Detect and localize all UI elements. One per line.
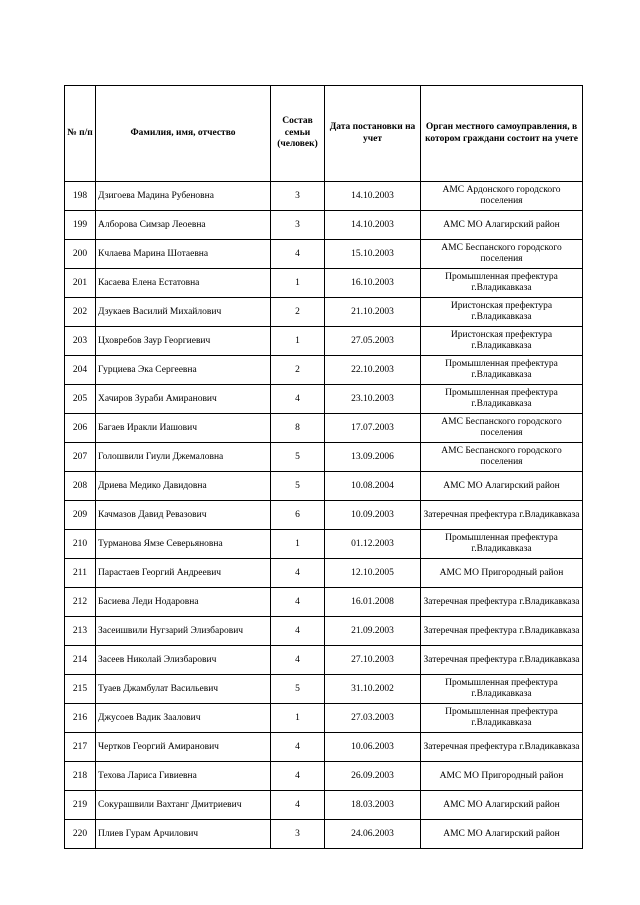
cell-num: 203 [65, 327, 96, 356]
cell-date: 14.10.2003 [325, 182, 421, 211]
cell-name: Джусоев Вадик Заалович [96, 704, 271, 733]
cell-date: 27.10.2003 [325, 646, 421, 675]
cell-org: АМС Беспанского городского поселения [421, 414, 583, 443]
cell-name: Касаева Елена Естатовна [96, 269, 271, 298]
cell-date: 27.03.2003 [325, 704, 421, 733]
table-row [65, 269, 583, 298]
cell-org: Затеречная префектура г.Владикавказа [421, 733, 583, 762]
cell-family: 5 [271, 443, 325, 472]
cell-date: 16.01.2008 [325, 588, 421, 617]
cell-num: 202 [65, 298, 96, 327]
cell-org: АМС МО Алагирский район [421, 820, 583, 849]
table-row [65, 762, 583, 791]
cell-num: 207 [65, 443, 96, 472]
cell-num: 218 [65, 762, 96, 791]
cell-date: 10.08.2004 [325, 472, 421, 501]
cell-family: 4 [271, 385, 325, 414]
table-row [65, 472, 583, 501]
cell-name: Чертков Георгий Амиранович [96, 733, 271, 762]
table-row [65, 588, 583, 617]
cell-org: Иристонская префектура г.Владикавказа [421, 327, 583, 356]
cell-num: 199 [65, 211, 96, 240]
cell-name: Алборова Симзар Леоевна [96, 211, 271, 240]
cell-name: Багаев Иракли Иашович [96, 414, 271, 443]
cell-family: 4 [271, 240, 325, 269]
cell-family: 1 [271, 269, 325, 298]
cell-name: Голошвили Гиули Джемаловна [96, 443, 271, 472]
cell-date: 10.09.2003 [325, 501, 421, 530]
cell-date: 13.09.2006 [325, 443, 421, 472]
cell-family: 4 [271, 733, 325, 762]
header-name: Фамилия, имя, отчество [96, 86, 271, 182]
cell-date: 18.03.2003 [325, 791, 421, 820]
cell-name: Парастаев Георгий Андреевич [96, 559, 271, 588]
table-row [65, 443, 583, 472]
cell-family: 2 [271, 298, 325, 327]
registry-table [64, 85, 583, 849]
cell-org: Промышленная префектура г.Владикавказа [421, 530, 583, 559]
cell-org: Затеречная префектура г.Владикавказа [421, 588, 583, 617]
table-row [65, 791, 583, 820]
cell-date: 17.07.2003 [325, 414, 421, 443]
cell-family: 1 [271, 704, 325, 733]
header-date: Дата постановки на учет [325, 86, 421, 182]
table-row [65, 646, 583, 675]
cell-family: 3 [271, 182, 325, 211]
cell-family: 4 [271, 588, 325, 617]
cell-date: 21.10.2003 [325, 298, 421, 327]
cell-date: 24.06.2003 [325, 820, 421, 849]
cell-org: АМС Ардонского городского поселения [421, 182, 583, 211]
cell-num: 220 [65, 820, 96, 849]
header-family: Состав семьи (человек) [271, 86, 325, 182]
cell-date: 21.09.2003 [325, 617, 421, 646]
table-row [65, 675, 583, 704]
cell-num: 216 [65, 704, 96, 733]
cell-name: Сокурашвили Вахтанг Дмитриевич [96, 791, 271, 820]
cell-org: АМС МО Алагирский район [421, 791, 583, 820]
cell-org: АМС МО Алагирский район [421, 472, 583, 501]
cell-family: 4 [271, 617, 325, 646]
cell-num: 212 [65, 588, 96, 617]
cell-name: Плиев Гурам Арчилович [96, 820, 271, 849]
cell-num: 209 [65, 501, 96, 530]
cell-num: 217 [65, 733, 96, 762]
cell-org: АМС МО Пригородный район [421, 559, 583, 588]
cell-num: 201 [65, 269, 96, 298]
cell-num: 215 [65, 675, 96, 704]
cell-date: 27.05.2003 [325, 327, 421, 356]
table-row [65, 559, 583, 588]
cell-name: Дзукаев Василий Михайлович [96, 298, 271, 327]
cell-date: 26.09.2003 [325, 762, 421, 791]
cell-num: 210 [65, 530, 96, 559]
cell-date: 16.10.2003 [325, 269, 421, 298]
cell-name: Туаев Джамбулат Васильевич [96, 675, 271, 704]
cell-num: 198 [65, 182, 96, 211]
cell-num: 204 [65, 356, 96, 385]
table-row [65, 356, 583, 385]
cell-family: 8 [271, 414, 325, 443]
cell-family: 6 [271, 501, 325, 530]
table-row [65, 211, 583, 240]
table-row [65, 617, 583, 646]
table-row [65, 182, 583, 211]
cell-date: 31.10.2002 [325, 675, 421, 704]
cell-org: Затеречная префектура г.Владикавказа [421, 646, 583, 675]
cell-num: 219 [65, 791, 96, 820]
cell-org: Промышленная префектура г.Владикавказа [421, 675, 583, 704]
table-row [65, 501, 583, 530]
table-body [65, 182, 583, 849]
cell-family: 2 [271, 356, 325, 385]
cell-name: Дриева Медико Давидовна [96, 472, 271, 501]
cell-org: Затеречная префектура г.Владикавказа [421, 501, 583, 530]
table-row [65, 414, 583, 443]
cell-name: Гурциева Эка Сергеевна [96, 356, 271, 385]
cell-family: 4 [271, 762, 325, 791]
cell-family: 1 [271, 327, 325, 356]
cell-name: Засеишвили Нугзарий Элизбарович [96, 617, 271, 646]
cell-org: АМС МО Пригородный район [421, 762, 583, 791]
table-row [65, 733, 583, 762]
cell-num: 214 [65, 646, 96, 675]
cell-org: Промышленная префектура г.Владикавказа [421, 385, 583, 414]
cell-org: Затеречная префектура г.Владикавказа [421, 617, 583, 646]
cell-name: Качмазов Давид Ревазович [96, 501, 271, 530]
cell-num: 206 [65, 414, 96, 443]
cell-name: Басиева Леди Нодаровна [96, 588, 271, 617]
cell-family: 5 [271, 472, 325, 501]
cell-name: Засеев Николай Элизбарович [96, 646, 271, 675]
cell-family: 3 [271, 211, 325, 240]
cell-org: Промышленная префектура г.Владикавказа [421, 356, 583, 385]
cell-name: Хачиров Зураби Амиранович [96, 385, 271, 414]
table-row [65, 704, 583, 733]
table-row [65, 820, 583, 849]
cell-name: Цховребов Заур Георгиевич [96, 327, 271, 356]
table-row [65, 298, 583, 327]
cell-org: АМС Беспанского городского поселения [421, 443, 583, 472]
table-row [65, 240, 583, 269]
cell-family: 5 [271, 675, 325, 704]
cell-date: 10.06.2003 [325, 733, 421, 762]
cell-name: Техова Лариса Гивиевна [96, 762, 271, 791]
cell-date: 12.10.2005 [325, 559, 421, 588]
cell-family: 3 [271, 820, 325, 849]
cell-family: 4 [271, 646, 325, 675]
cell-num: 200 [65, 240, 96, 269]
cell-org: Промышленная префектура г.Владикавказа [421, 704, 583, 733]
cell-date: 14.10.2003 [325, 211, 421, 240]
cell-org: АМС МО Алагирский район [421, 211, 583, 240]
cell-family: 1 [271, 530, 325, 559]
cell-org: Иристонская префектура г.Владикавказа [421, 298, 583, 327]
cell-name: Дзигоева Мадина Рубеновна [96, 182, 271, 211]
table-row [65, 385, 583, 414]
cell-date: 15.10.2003 [325, 240, 421, 269]
header-row [65, 86, 583, 182]
cell-date: 23.10.2003 [325, 385, 421, 414]
cell-date: 01.12.2003 [325, 530, 421, 559]
cell-org: Промышленная префектура г.Владикавказа [421, 269, 583, 298]
cell-num: 205 [65, 385, 96, 414]
cell-family: 4 [271, 791, 325, 820]
cell-num: 211 [65, 559, 96, 588]
table-row [65, 327, 583, 356]
cell-num: 213 [65, 617, 96, 646]
cell-num: 208 [65, 472, 96, 501]
cell-family: 4 [271, 559, 325, 588]
cell-org: АМС Беспанского городского поселения [421, 240, 583, 269]
cell-name: Турманова Ямзе Северьяновна [96, 530, 271, 559]
cell-name: Кчлаева Марина Шотаевна [96, 240, 271, 269]
cell-date: 22.10.2003 [325, 356, 421, 385]
header-num: № п/п [65, 86, 96, 182]
table-row [65, 530, 583, 559]
header-org: Орган местного самоуправления, в котором граждани состоит на учете [421, 86, 583, 182]
